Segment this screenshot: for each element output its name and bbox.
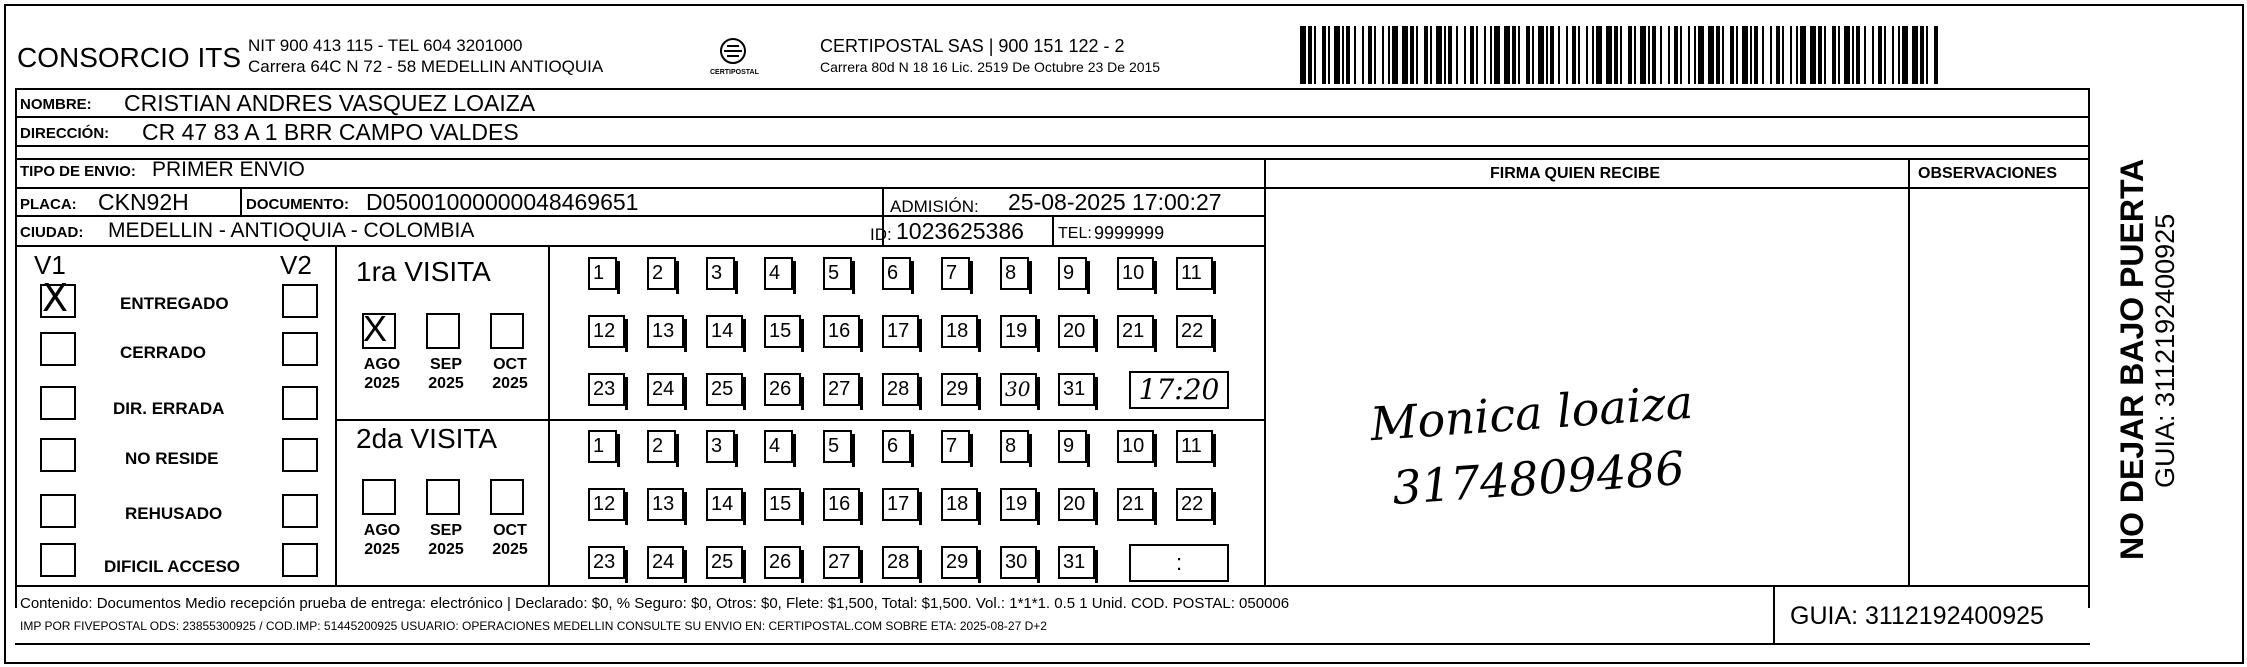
barcode-bar (1824, 26, 1826, 84)
entregado-mark: X (42, 276, 69, 320)
barcode-bar (1762, 26, 1764, 84)
barcode-bar (1852, 26, 1854, 84)
barcode-bar (1448, 26, 1452, 84)
barcode-bar (1592, 26, 1594, 84)
barcode-bar (1742, 26, 1748, 84)
tipo-envio-value: PRIMER ENVIO (152, 158, 305, 181)
barcode-bar (1424, 26, 1428, 84)
status-label: CERRADO (120, 343, 206, 362)
day-box: 2 (647, 430, 676, 463)
id-value: 1023625386 (896, 218, 1024, 244)
day-box: 4 (764, 257, 793, 290)
day-box: 8 (1000, 257, 1029, 290)
barcode-bar (1300, 26, 1306, 84)
barcode-bar (1526, 26, 1530, 84)
side-guia: GUIA: 3112192400925 (2150, 213, 2180, 488)
barcode-bar (1558, 26, 1560, 84)
v1-status-checkbox (40, 332, 76, 366)
barcode-bar (1308, 26, 1312, 84)
day-box: 21 (1117, 315, 1154, 348)
day-box: 17 (882, 315, 919, 348)
v2-status-checkbox (282, 494, 318, 528)
day-box: 15 (764, 315, 801, 348)
barcode-bar (1566, 26, 1568, 84)
documento-value: D05001000000048469651 (366, 189, 639, 215)
month-year: 2025 (428, 375, 464, 392)
v2-status-checkbox (282, 543, 318, 577)
barcode-bar (1596, 26, 1602, 84)
barcode-bar (1346, 26, 1350, 84)
admision-value: 25-08-2025 17:00:27 (1008, 189, 1222, 215)
barcode-bar (1328, 26, 1330, 84)
company-name: CONSORCIO ITS (17, 42, 242, 73)
month-year: 2025 (492, 541, 528, 558)
day-box: 28 (882, 373, 919, 406)
day-box: 16 (823, 315, 860, 348)
carrier-license: Carrera 80d N 18 16 Lic. 2519 De Octubre 23 De 2015 (820, 59, 1161, 75)
barcode-bar (1470, 26, 1474, 84)
barcode-bar (1512, 26, 1516, 84)
barcode-bar (1490, 26, 1492, 84)
day-box: 19 (1000, 315, 1037, 348)
barcode-bar (1484, 26, 1486, 84)
barcode-bar (1620, 26, 1622, 84)
first-visit-title: 1ra VISITA (356, 256, 491, 287)
footer-guia: GUIA: 3112192400925 (1790, 602, 2044, 630)
day-box: 21 (1117, 488, 1154, 521)
tel-label: TEL: (1058, 225, 1092, 242)
direccion-label: DIRECCIÓN: (20, 125, 110, 142)
month-label: AGO (363, 522, 401, 539)
tipo-envio-label: TIPO DE ENVIO: (20, 163, 136, 180)
barcode-bar (1606, 26, 1612, 84)
barcode-bar (1898, 26, 1900, 84)
status-label: NO RESIDE (125, 449, 219, 468)
barcode-bar (1392, 26, 1398, 84)
barcode-bar (1770, 26, 1772, 84)
day-box: 14 (706, 315, 743, 348)
carrier-name: CERTIPOSTAL SAS | 900 151 122 - 2 (820, 36, 1125, 56)
day-box: 1 (588, 430, 617, 463)
barcode-bar (1838, 26, 1840, 84)
barcode-bar (1674, 26, 1678, 84)
ciudad-value: MEDELLIN - ANTIOQUIA - COLOMBIA (108, 219, 475, 242)
day-box: 9 (1058, 257, 1087, 290)
day-box: 5 (823, 257, 852, 290)
barcode-bar (1578, 26, 1580, 84)
day-box: 13 (647, 315, 684, 348)
barcode-bar (1912, 26, 1918, 84)
barcode-bar (1586, 26, 1588, 84)
barcode-bar (1342, 26, 1344, 84)
barcode-bar (1614, 26, 1618, 84)
status-label: DIR. ERRADA (113, 399, 225, 418)
barcode-bar (1314, 26, 1316, 84)
barcode-bar (1878, 26, 1882, 84)
month-checkbox (362, 479, 396, 515)
day-box: 10 (1117, 430, 1154, 463)
status-label: DIFICIL ACCESO (104, 557, 241, 576)
day-box: 17 (882, 488, 919, 521)
barcode-bar (1464, 26, 1466, 84)
day-box: 3 (706, 430, 735, 463)
barcode-bar (1322, 26, 1326, 84)
barcode-bar (1668, 26, 1670, 84)
day-box: 26 (764, 546, 801, 579)
barcode-bar (1634, 26, 1636, 84)
barcode-bar (1572, 26, 1576, 84)
documento-label: DOCUMENTO: (246, 196, 350, 213)
barcode-bar (1750, 26, 1752, 84)
day-box: 12 (588, 488, 625, 521)
v2-status-checkbox (282, 332, 318, 366)
barcode-bar (1782, 26, 1784, 84)
month-label: SEP (429, 522, 462, 539)
barcode-bar (1518, 26, 1520, 84)
barcode-bar (1694, 26, 1696, 84)
day-box: 6 (882, 430, 911, 463)
nombre-label: NOMBRE: (20, 96, 92, 113)
day-box: 6 (882, 257, 911, 290)
barcode-bar (1382, 26, 1384, 84)
observaciones-header: OBSERVACIONES (1918, 165, 2057, 182)
day-box: 22 (1176, 488, 1213, 521)
day-box: 30 (1000, 373, 1037, 406)
barcode-bar (1532, 26, 1534, 84)
day-box: 27 (823, 373, 860, 406)
direccion-value: CR 47 83 A 1 BRR CAMPO VALDES (142, 119, 519, 145)
month-checkbox (426, 313, 460, 349)
barcode-bar (1722, 26, 1724, 84)
barcode-bar (1436, 26, 1442, 84)
barcode-bar (1926, 26, 1928, 84)
day-box: 10 (1117, 257, 1154, 290)
barcode-bar (1800, 26, 1806, 84)
barcode-bar (1652, 26, 1656, 84)
barcode-bar (1810, 26, 1816, 84)
month-checkbox (490, 479, 524, 515)
placa-label: PLACA: (20, 196, 77, 213)
day-box: 26 (764, 373, 801, 406)
day-box: 19 (1000, 488, 1037, 521)
barcode-bar (1776, 26, 1780, 84)
v1-status-checkbox (40, 494, 76, 528)
barcode-bar (1698, 26, 1704, 84)
day-box: 12 (588, 315, 625, 348)
firma-header: FIRMA QUIEN RECIBE (1490, 165, 1661, 182)
day-box: 18 (941, 315, 978, 348)
day-box: 11 (1176, 257, 1213, 290)
day-box: 4 (764, 430, 793, 463)
barcode-bar (1362, 26, 1364, 84)
v2-status-checkbox (282, 386, 318, 420)
barcode-bar (1444, 26, 1446, 84)
day-box: 13 (647, 488, 684, 521)
barcode-bar (1354, 26, 1356, 84)
barcode-bar (1538, 26, 1544, 84)
day-box: 30 (1000, 546, 1037, 579)
barcode-bar (1902, 26, 1908, 84)
barcode-bar (1456, 26, 1458, 84)
footer-content: Contenido: Documentos Medio recepción prueba de entrega: electrónico | Declarado: $0, % Seguro: $0, Otros: $0, Flete: $1,500, Total: $1,500. Vol.: 1*1*1. 0.5 1 Unid. COD. POSTAL: 050006 (20, 595, 1290, 612)
company-nit: NIT 900 413 115 - TEL 604 3201000 (248, 36, 523, 55)
day-box: 29 (941, 373, 978, 406)
day-box: 27 (823, 546, 860, 579)
barcode-bar (1546, 26, 1548, 84)
day-box: 20 (1058, 315, 1095, 348)
day-box: 24 (647, 373, 684, 406)
barcode-bar (1388, 26, 1390, 84)
v2-status-checkbox (282, 438, 318, 472)
barcode-bar (1688, 26, 1690, 84)
day-box: 31 (1058, 546, 1095, 579)
day-box: 5 (823, 430, 852, 463)
barcode-bar (1920, 26, 1924, 84)
barcode-bar (1832, 26, 1836, 84)
day-box: 25 (706, 546, 743, 579)
v2-status-checkbox (282, 284, 318, 318)
barcode-bar (1892, 26, 1894, 84)
admision-label: ADMISIÓN: (890, 197, 979, 216)
day-box: 3 (706, 257, 735, 290)
barcode-bar (1884, 26, 1886, 84)
month-year: 2025 (364, 541, 400, 558)
signature-phone: 3174809486 (1390, 440, 1687, 516)
barcode-bar (1856, 26, 1860, 84)
second-visit-title: 2da VISITA (356, 423, 498, 454)
day-box: 7 (941, 430, 970, 463)
barcode-bar (1402, 26, 1408, 84)
barcode-bar (1844, 26, 1850, 84)
day-box: 9 (1058, 430, 1087, 463)
day-box: 29 (941, 546, 978, 579)
certipostal-logo-icon (710, 36, 759, 80)
month-year: 2025 (364, 375, 400, 392)
v1-label: V1 (34, 250, 66, 280)
barcode-bar (1374, 26, 1376, 84)
month-label: SEP (429, 356, 462, 373)
v1-status-checkbox (40, 386, 76, 420)
month-label: OCT (493, 522, 527, 539)
barcode-bar (1648, 26, 1650, 84)
footer-imp: IMP POR FIVEPOSTAL ODS: 23855300925 / COD.IMP: 51445200925 USUARIO: OPERACIONES MEDELLIN CONSULTE SU ENVIO EN: CERTIPOSTAL.COM SOBRE ETA: 2025-08-27 D+2 (20, 619, 1047, 633)
barcode-bar (1736, 26, 1738, 84)
day-box: 25 (706, 373, 743, 406)
tel-value: 9999999 (1094, 223, 1165, 243)
day-box: 16 (823, 488, 860, 521)
barcode (1300, 26, 1938, 84)
day-box: 28 (882, 546, 919, 579)
barcode-bar (1334, 26, 1340, 84)
barcode-bar (1640, 26, 1646, 84)
barcode-bar (1494, 26, 1500, 84)
barcode-bar (1708, 26, 1714, 84)
barcode-bar (1796, 26, 1798, 84)
time-field-empty: : (1129, 544, 1229, 582)
status-label: ENTREGADO (120, 294, 229, 313)
barcode-bar (1476, 26, 1478, 84)
barcode-bar (1716, 26, 1720, 84)
barcode-bar (1368, 26, 1372, 84)
day-box: 7 (941, 257, 970, 290)
status-label: REHUSADO (125, 504, 223, 523)
day-box: 23 (588, 373, 625, 406)
day-box: 14 (706, 488, 743, 521)
time-field: 17:20 (1129, 371, 1229, 409)
day-box: 11 (1176, 430, 1213, 463)
barcode-bar (1504, 26, 1510, 84)
month-label: OCT (493, 356, 527, 373)
month-label: AGO (363, 356, 401, 373)
logo-text: CERTIPOSTAL (710, 69, 759, 76)
day-box: 22 (1176, 315, 1213, 348)
nombre-value: CRISTIAN ANDRES VASQUEZ LOAIZA (124, 90, 536, 116)
month-year: 2025 (428, 541, 464, 558)
month-checkbox (490, 313, 524, 349)
barcode-bar (1864, 26, 1866, 84)
signature-name: Monica loaiza (1368, 374, 1695, 452)
barcode-bar (1934, 26, 1938, 84)
barcode-bar (1680, 26, 1682, 84)
day-box: 1 (588, 257, 617, 290)
month-year: 2025 (492, 375, 528, 392)
day-box: 15 (764, 488, 801, 521)
barcode-bar (1430, 26, 1432, 84)
barcode-bar (1790, 26, 1792, 84)
placa-value: CKN92H (98, 189, 189, 215)
barcode-bar (1730, 26, 1734, 84)
day-box: 24 (647, 546, 684, 579)
barcode-bar (1660, 26, 1662, 84)
day-box: 8 (1000, 430, 1029, 463)
barcode-bar (1628, 26, 1632, 84)
barcode-bar (1416, 26, 1418, 84)
v2-label: V2 (280, 250, 312, 280)
day-box: 2 (647, 257, 676, 290)
day-box: 20 (1058, 488, 1095, 521)
month-checkbox (426, 479, 460, 515)
month-mark: X (363, 308, 388, 349)
barcode-bar (1410, 26, 1414, 84)
day-box: 31 (1058, 373, 1095, 406)
side-warning: NO DEJAR BAJO PUERTA (2114, 158, 2150, 560)
v1-status-checkbox (40, 543, 76, 577)
ciudad-label: CIUDAD: (20, 224, 84, 241)
day-box: 18 (941, 488, 978, 521)
barcode-bar (1872, 26, 1874, 84)
barcode-bar (1550, 26, 1554, 84)
id-label: ID: (870, 225, 892, 244)
barcode-bar (1818, 26, 1822, 84)
company-address: Carrera 64C N 72 - 58 MEDELLIN ANTIOQUIA (248, 57, 604, 76)
v1-status-checkbox (40, 438, 76, 472)
barcode-bar (1754, 26, 1758, 84)
day-box: 23 (588, 546, 625, 579)
